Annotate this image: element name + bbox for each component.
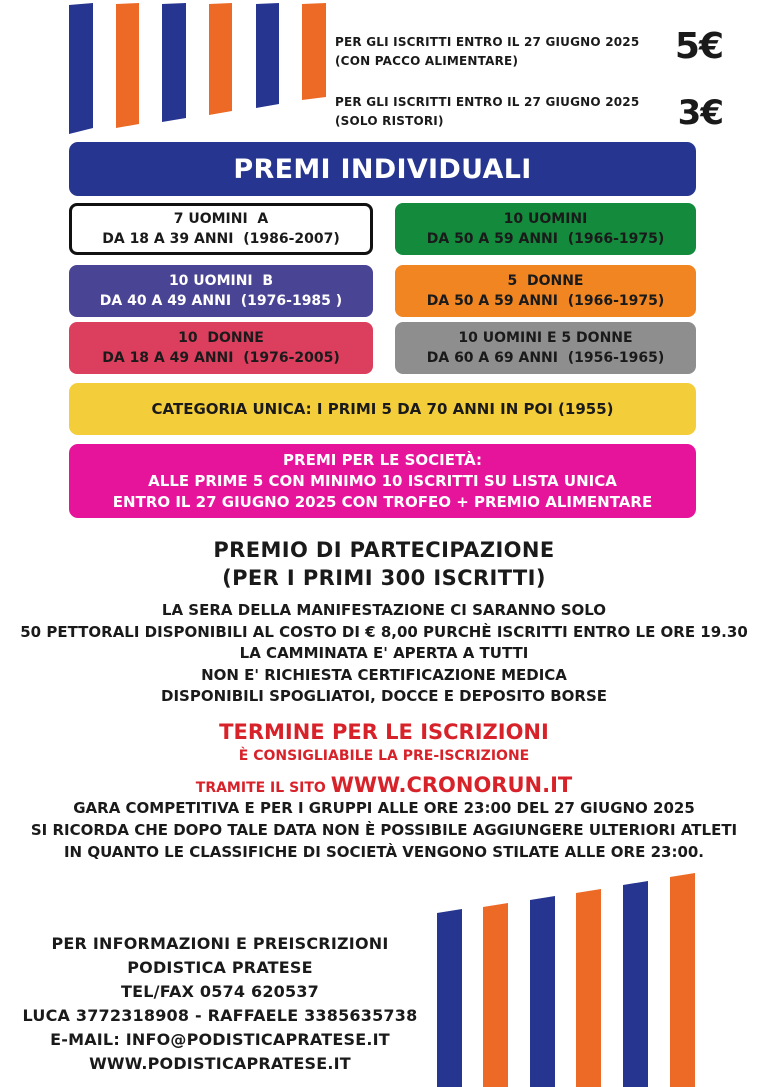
price-row-ristori <box>335 93 755 133</box>
contact-website-link[interactable]: WWW.PODISTICAPRATESE.IT <box>89 1054 351 1073</box>
info-line: LA SERA DELLA MANIFESTAZIONE CI SARANNO SOLO <box>161 601 607 619</box>
category-box <box>69 265 373 317</box>
premio-partecipazione-heading <box>0 536 768 592</box>
category-box <box>69 322 373 374</box>
contact-email-link[interactable]: E-MAIL: INFO@PODISTICAPRATESE.IT <box>50 1030 390 1049</box>
category-line2: DA 18 A 49 ANNI (1976-2005) <box>102 350 340 366</box>
categoria-unica-banner: CATEGORIA UNICA: I PRIMI 5 DA 70 ANNI IN POI (1955) <box>69 383 696 435</box>
preiscrizione-note: È CONSIGLIABILE LA PRE-ISCRIZIONE <box>238 748 530 764</box>
category-box <box>69 203 373 255</box>
category-line1: 5 DONNE <box>507 273 584 289</box>
contact-phone: TEL/FAX 0574 620537 <box>121 982 319 1001</box>
price-description: PER GLI ISCRITTI ENTRO IL 27 GIUGNO 2025 (SOLO RISTORI) <box>335 95 640 128</box>
contact-mobile: LUCA 3772318908 - RAFFAELE 3385635738 <box>22 1006 418 1025</box>
category-box <box>395 203 696 255</box>
category-box <box>395 322 696 374</box>
gara-line: GARA COMPETITIVA E PER I GRUPPI ALLE ORE 23:00 DEL 27 GIUGNO 2025 <box>73 799 695 817</box>
category-line1: 10 UOMINI <box>503 211 588 227</box>
contacts-block <box>0 932 440 1076</box>
cronorun-link[interactable]: WWW.CRONORUN.IT <box>330 773 573 797</box>
category-line2: DA 18 A 39 ANNI (1986-2007) <box>102 231 340 247</box>
organizer-name: PODISTICA PRATESE <box>127 958 313 977</box>
price-row-pacco <box>335 26 755 73</box>
premi-individuali-banner: PREMI INDIVIDUALI <box>69 142 696 196</box>
category-line2: DA 50 A 59 ANNI (1966-1975) <box>426 231 665 247</box>
decorative-stripes-top <box>0 0 340 140</box>
tramite-label: TRAMITE IL SITO <box>195 780 326 796</box>
contact-heading: PER INFORMAZIONI E PREISCRIZIONI <box>51 934 389 953</box>
category-box <box>395 265 696 317</box>
price-value: 5€ <box>674 26 723 67</box>
termine-iscrizioni-title: TERMINE PER LE ISCRIZIONI <box>219 720 549 744</box>
premi-societa-banner <box>69 444 696 518</box>
societa-line: ENTRO IL 27 GIUGNO 2025 CON TROFEO + PREMIO ALIMENTARE <box>112 492 653 511</box>
gara-paragraph <box>0 797 768 863</box>
category-line1: 10 DONNE <box>178 330 264 346</box>
price-value: 3€ <box>677 93 723 133</box>
info-line: NON E' RICHIESTA CERTIFICAZIONE MEDICA <box>201 665 567 684</box>
info-line: DISPONIBILI SPOGLIATOI, DOCCE E DEPOSITO BORSE <box>161 687 607 705</box>
category-line2: DA 40 A 49 ANNI (1976-1985 ) <box>99 293 343 309</box>
category-line2: DA 50 A 59 ANNI (1966-1975) <box>426 293 665 309</box>
info-line: LA CAMMINATA E' APERTA A TUTTI <box>239 644 529 662</box>
info-line: 50 PETTORALI DISPONIBILI AL COSTO DI € 8,00 PURCHÈ ISCRITTI ENTRO LE ORE 19.30 <box>20 622 748 641</box>
gara-line: IN QUANTO LE CLASSIFICHE DI SOCIETÀ VENGONO STILATE ALLE ORE 23:00. <box>63 843 705 861</box>
category-line1: 7 UOMINI A <box>173 211 269 227</box>
category-line2: DA 60 A 69 ANNI (1956-1965) <box>426 350 665 366</box>
societa-line: PREMI PER LE SOCIETÀ: <box>283 450 482 469</box>
societa-line: ALLE PRIME 5 CON MINIMO 10 ISCRITTI SU LISTA UNICA <box>148 471 617 490</box>
gara-line: SI RICORDA CHE DOPO TALE DATA NON È POSSIBILE AGGIUNGERE ULTERIORI ATLETI <box>30 821 738 839</box>
category-line1: 10 UOMINI E 5 DONNE <box>458 330 633 346</box>
price-description: PER GLI ISCRITTI ENTRO IL 27 GIUGNO 2025 (CON PACCO ALIMENTARE) <box>335 35 640 68</box>
heading-line: (PER I PRIMI 300 ISCRITTI) <box>222 566 546 590</box>
info-paragraph <box>0 600 768 708</box>
heading-line: PREMIO DI PARTECIPAZIONE <box>213 538 555 562</box>
category-line1: 10 UOMINI B <box>168 273 274 289</box>
decorative-stripes-bottom <box>430 866 700 1087</box>
